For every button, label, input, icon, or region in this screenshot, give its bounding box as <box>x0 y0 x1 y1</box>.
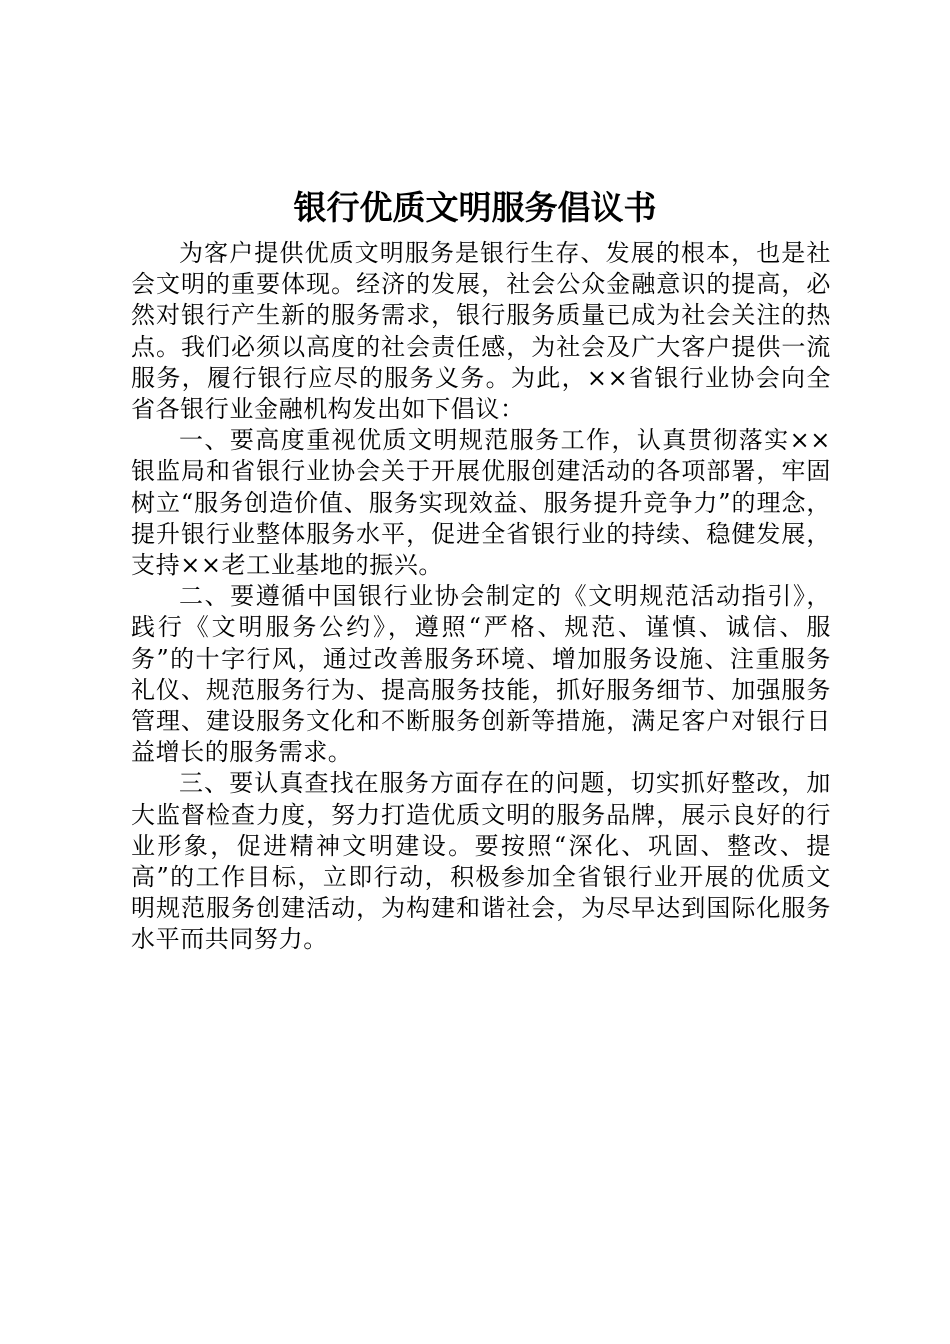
paragraph-proposal-1: 一、要高度重视优质文明规范服务工作，认真贯彻落实××银监局和省银行业协会关于开展优服创建活动的各项部署，牢固树立“服务创造价值、服务实现效益、服务提升竞争力”的理念，提升银行业整体服务水平，促进全省银行业的持续、稳健发展，支持××老工业基地的振兴。 <box>131 426 831 580</box>
document-title: 银行优质文明服务倡议书 <box>293 188 657 227</box>
document-body <box>131 238 831 956</box>
paragraph-proposal-3: 三、要认真查找在服务方面存在的问题，切实抓好整改，加大监督检查力度，努力打造优质文明的服务品牌，展示良好的行业形象，促进精神文明建设。要按照“深化、巩固、整改、提高”的工作目标，立即行动，积极参加全省银行业开展的优质文明规范服务创建活动，为构建和谐社会，为尽早达到国际化服务水平而共同努力。 <box>131 769 831 954</box>
paragraph-proposal-2: 二、要遵循中国银行业协会制定的《文明规范活动指引》，践行《文明服务公约》，遵照“严格、规范、谨慎、诚信、服务”的十字行风，通过改善服务环境、增加服务设施、注重服务礼仪、规范服务行为、提高服务技能，抓好服务细节、加强服务管理、建设服务文化和不断服务创新等措施，满足客户对银行日益增长的服务需求。 <box>131 582 831 767</box>
paragraph-intro: 为客户提供优质文明服务是银行生存、发展的根本，也是社会文明的重要体现。经济的发展，社会公众金融意识的提高，必然对银行产生新的服务需求，银行服务质量已成为社会关注的热点。我们必须以高度的社会责任感，为社会及广大客户提供一流服务，履行银行应尽的服务义务。为此，××省银行业协会向全省各银行业金融机构发出如下倡议： <box>131 239 831 424</box>
